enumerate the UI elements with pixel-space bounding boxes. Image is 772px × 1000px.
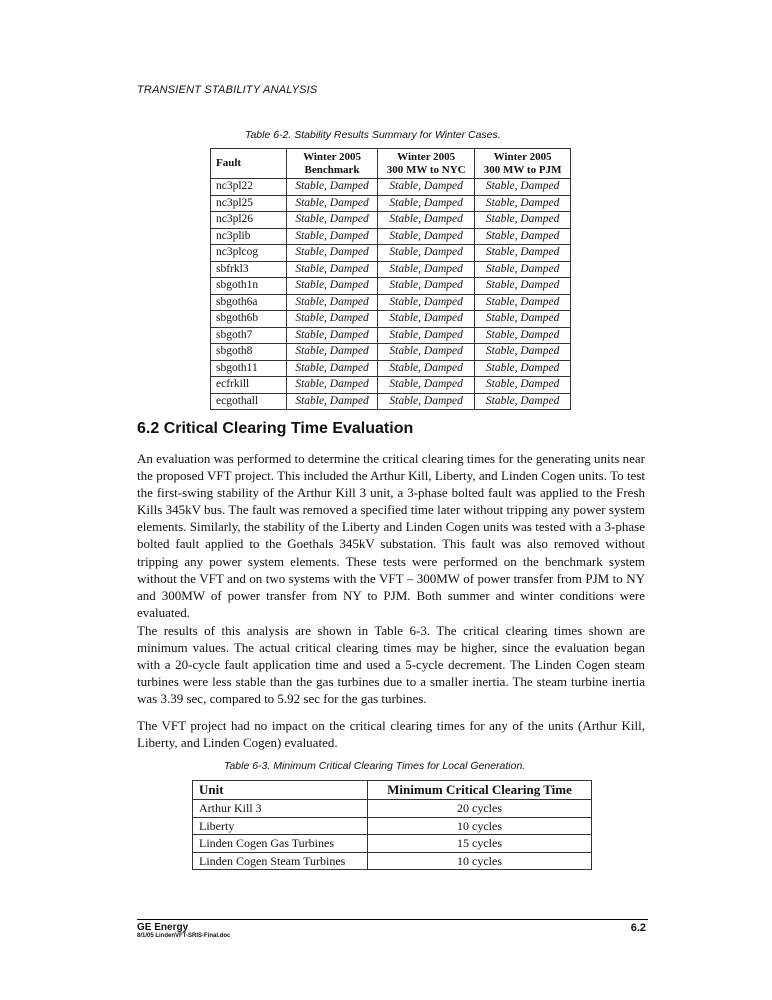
result-cell: Stable, Damped [287, 228, 378, 245]
result-cell: Stable, Damped [378, 212, 475, 229]
fault-cell: nc3pl26 [211, 212, 287, 229]
result-cell: Stable, Damped [287, 294, 378, 311]
clearing-times-table [192, 780, 592, 870]
table-row [211, 377, 571, 394]
header-line: 300 MW to NYC [386, 163, 466, 176]
clearing-time-cell: 20 cycles [368, 800, 592, 818]
unit-cell: Linden Cogen Gas Turbines [193, 835, 368, 853]
header-benchmark [287, 149, 378, 179]
table-row [211, 245, 571, 262]
result-cell: Stable, Damped [287, 377, 378, 394]
result-cell: Stable, Damped [287, 393, 378, 410]
result-cell: Stable, Damped [287, 278, 378, 295]
result-cell: Stable, Damped [475, 344, 571, 361]
header-fault: Fault [211, 149, 287, 179]
table-row [193, 852, 592, 870]
table-row [193, 800, 592, 818]
fault-cell: sbfrkl3 [211, 261, 287, 278]
fault-cell: sbgoth11 [211, 360, 287, 377]
table-6-2-caption: Table 6-2. Stability Results Summary for Winter Cases. [245, 129, 501, 141]
header-to-nyc [378, 149, 475, 179]
result-cell: Stable, Damped [287, 195, 378, 212]
result-cell: Stable, Damped [378, 393, 475, 410]
clearing-time-cell: 10 cycles [368, 817, 592, 835]
header-to-pjm [475, 149, 571, 179]
table-row [193, 835, 592, 853]
table-row [211, 344, 571, 361]
result-cell: Stable, Damped [475, 360, 571, 377]
footer-divider [137, 919, 648, 920]
result-cell: Stable, Damped [378, 377, 475, 394]
section-heading: 6.2 Critical Clearing Time Evaluation [137, 420, 414, 437]
fault-cell: ecgothall [211, 393, 287, 410]
table-row [211, 228, 571, 245]
result-cell: Stable, Damped [475, 228, 571, 245]
table-row [211, 393, 571, 410]
result-cell: Stable, Damped [378, 294, 475, 311]
fault-cell: sbgoth8 [211, 344, 287, 361]
paragraph-1: An evaluation was performed to determine the critical clearing times for the generating units near the proposed VFT project. This included the Arthur Kill, Liberty, and Linden Cogen units. To test the first-swing stability of the Arthur Kill 3 unit, a 3-phase bolted fault was applied to the Fresh Kills 345kV bus. The fault was removed a specified time later without tripping any power system elements. Similarly, the stability of the Liberty and Linden Cogen units was tested with a 3-phase bolted fault applied to the Goethals 345kV substation. This fault was also removed without tripping any power system elements. These tests were performed on the benchmark system without the VFT and on two systems with the VFT – 300MW of power transfer from PJM to NY and 300MW of power transfer from NY to PJM. Both summer and winter conditions were evaluated. [137, 451, 645, 620]
result-cell: Stable, Damped [378, 327, 475, 344]
clearing-time-cell: 15 cycles [368, 835, 592, 853]
result-cell: Stable, Damped [475, 179, 571, 196]
result-cell: Stable, Damped [287, 245, 378, 262]
result-cell: Stable, Damped [475, 393, 571, 410]
result-cell: Stable, Damped [287, 344, 378, 361]
header-unit: Unit [193, 781, 368, 800]
table-6-3-caption: Table 6-3. Minimum Critical Clearing Times for Local Generation. [224, 760, 526, 772]
fault-cell: nc3plib [211, 228, 287, 245]
unit-cell: Liberty [193, 817, 368, 835]
header-line: Benchmark [304, 163, 360, 176]
table-row [211, 261, 571, 278]
table-row [211, 294, 571, 311]
fault-cell: sbgoth6a [211, 294, 287, 311]
fault-cell: nc3plcog [211, 245, 287, 262]
paragraph-3: The VFT project had no impact on the critical clearing times for any of the units (Arthur Kill, Liberty, and Linden Cogen) evaluated. [137, 718, 645, 751]
fault-cell: sbgoth6b [211, 311, 287, 328]
result-cell: Stable, Damped [287, 327, 378, 344]
footer-filename: 8/1/05 LindenVFT-SRIS-Final.doc [137, 933, 231, 939]
result-cell: Stable, Damped [475, 327, 571, 344]
result-cell: Stable, Damped [378, 179, 475, 196]
footer-left [137, 922, 230, 940]
table-row [211, 311, 571, 328]
header-line: 300 MW to PJM [483, 163, 562, 176]
header-line: Winter 2005 [493, 150, 552, 163]
result-cell: Stable, Damped [475, 377, 571, 394]
table-header-row [211, 149, 571, 179]
result-cell: Stable, Damped [475, 278, 571, 295]
result-cell: Stable, Damped [287, 360, 378, 377]
header-line: Winter 2005 [397, 150, 456, 163]
page-number: 6.2 [630, 922, 646, 934]
result-cell: Stable, Damped [378, 228, 475, 245]
result-cell: Stable, Damped [378, 245, 475, 262]
unit-cell: Arthur Kill 3 [193, 800, 368, 818]
result-cell: Stable, Damped [378, 195, 475, 212]
table-row [211, 327, 571, 344]
paragraph-2: The results of this analysis are shown in Table 6-3. The critical clearing times shown are minimum values. The actual critical clearing times may be higher, since the evaluation began with a 20-cycle fault application time and used a 5-cycle decrement. The Linden Cogen steam turbines were less stable than the gas turbines due to a smaller inertia. The steam turbine inertia was 3.39 sec, compared to 5.92 sec for the gas turbines. [137, 623, 645, 707]
table-header-row [193, 781, 592, 800]
stability-table-body [211, 179, 571, 410]
result-cell: Stable, Damped [287, 311, 378, 328]
result-cell: Stable, Damped [378, 344, 475, 361]
clearing-table-body [193, 800, 592, 870]
clearing-time-cell: 10 cycles [368, 852, 592, 870]
table-row [211, 212, 571, 229]
result-cell: Stable, Damped [378, 311, 475, 328]
running-header: TRANSIENT STABILITY ANALYSIS [137, 84, 318, 96]
result-cell: Stable, Damped [287, 212, 378, 229]
table-row [211, 195, 571, 212]
result-cell: Stable, Damped [475, 261, 571, 278]
result-cell: Stable, Damped [378, 278, 475, 295]
fault-cell: ecfrkill [211, 377, 287, 394]
table-row [211, 360, 571, 377]
result-cell: Stable, Damped [475, 294, 571, 311]
fault-cell: sbgoth1n [211, 278, 287, 295]
result-cell: Stable, Damped [378, 360, 475, 377]
fault-cell: sbgoth7 [211, 327, 287, 344]
result-cell: Stable, Damped [287, 179, 378, 196]
result-cell: Stable, Damped [378, 261, 475, 278]
result-cell: Stable, Damped [475, 311, 571, 328]
fault-cell: nc3pl25 [211, 195, 287, 212]
header-line: Winter 2005 [303, 150, 362, 163]
table-row [211, 278, 571, 295]
stability-results-table [210, 148, 571, 410]
table-row [211, 179, 571, 196]
result-cell: Stable, Damped [475, 195, 571, 212]
footer-company: GE Energy [137, 922, 189, 933]
fault-cell: nc3pl22 [211, 179, 287, 196]
result-cell: Stable, Damped [475, 212, 571, 229]
table-row [193, 817, 592, 835]
unit-cell: Linden Cogen Steam Turbines [193, 852, 368, 870]
header-min-clearing-time: Minimum Critical Clearing Time [368, 781, 592, 800]
result-cell: Stable, Damped [287, 261, 378, 278]
result-cell: Stable, Damped [475, 245, 571, 262]
